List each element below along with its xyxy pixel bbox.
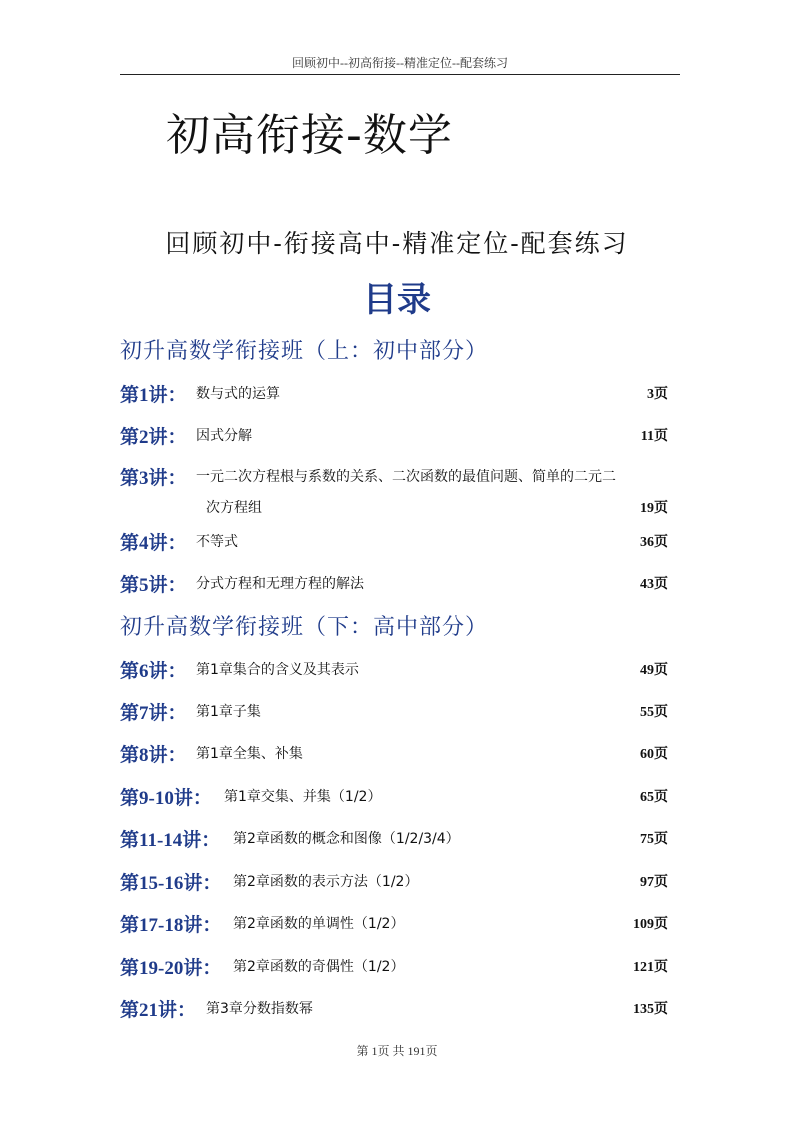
page-number: 11页 xyxy=(640,429,668,444)
lecture-number: 第7讲： xyxy=(120,703,187,724)
page-number: 36页 xyxy=(640,535,668,550)
toc-entry[interactable] xyxy=(120,910,680,940)
section-heading-senior: 初升高数学衔接班（下：高中部分） xyxy=(120,615,489,640)
toc-entry[interactable] xyxy=(120,570,680,600)
lecture-title: 第2章函数的概念和图像（1/2/3/4） xyxy=(233,831,460,847)
lecture-number: 第4讲： xyxy=(120,533,187,554)
lecture-title: 第2章函数的表示方法（1/2） xyxy=(233,874,419,890)
page-number: 55页 xyxy=(640,705,668,720)
subtitle: 回顾初中-衔接高中-精准定位-配套练习 xyxy=(165,229,629,258)
lecture-title: 分式方程和无理方程的解法 xyxy=(196,576,364,592)
lecture-title: 第2章函数的奇偶性（1/2） xyxy=(233,959,405,975)
lecture-number: 第9-10讲： xyxy=(120,788,212,809)
lecture-number: 第19-20讲： xyxy=(120,958,222,979)
lecture-title: 一元二次方程根与系数的关系、二次函数的最值问题、简单的二元二 xyxy=(196,469,616,485)
page-number: 49页 xyxy=(640,663,668,678)
page-number: 97页 xyxy=(640,875,668,890)
toc-title: 目录 xyxy=(363,280,431,320)
toc-entry[interactable] xyxy=(120,868,680,898)
page-number: 109页 xyxy=(633,917,668,932)
page-number: 60页 xyxy=(640,747,668,762)
page-number: 65页 xyxy=(640,790,668,805)
lecture-number: 第21讲： xyxy=(120,1000,197,1021)
lecture-number: 第11-14讲： xyxy=(120,830,221,851)
lecture-title: 第1章全集、补集 xyxy=(196,746,303,762)
lecture-title-continued: 次方程组 xyxy=(206,500,262,516)
lecture-number: 第3讲： xyxy=(120,468,187,489)
main-title: 初高衔接-数学 xyxy=(166,110,453,161)
toc-entry[interactable] xyxy=(120,656,680,686)
section-heading-junior: 初升高数学衔接班（上：初中部分） xyxy=(120,339,489,364)
lecture-title: 数与式的运算 xyxy=(196,386,280,402)
toc-entry[interactable] xyxy=(120,783,680,813)
toc-entry[interactable] xyxy=(120,995,680,1025)
page-number: 43页 xyxy=(640,577,668,592)
page-header: 回顾初中--初高衔接--精准定位--配套练习 xyxy=(292,56,508,70)
lecture-number: 第6讲： xyxy=(120,661,187,682)
lecture-title: 第2章函数的单调性（1/2） xyxy=(233,916,405,932)
lecture-number: 第8讲： xyxy=(120,745,187,766)
page-number: 75页 xyxy=(640,832,668,847)
lecture-number: 第2讲： xyxy=(120,427,187,448)
page-number: 121页 xyxy=(633,960,668,975)
toc-entry[interactable] xyxy=(120,463,680,523)
toc-entry[interactable] xyxy=(120,422,680,452)
toc-entry[interactable] xyxy=(120,528,680,558)
lecture-title: 第1章交集、并集（1/2） xyxy=(224,789,382,805)
lecture-title: 不等式 xyxy=(196,534,238,550)
page-footer: 第 1页 共 191页 xyxy=(356,1044,438,1058)
header-divider xyxy=(120,74,680,75)
page-number: 135页 xyxy=(633,1002,668,1017)
page-number: 3页 xyxy=(647,387,668,402)
lecture-title: 因式分解 xyxy=(196,428,252,444)
toc-entry[interactable] xyxy=(120,740,680,770)
lecture-number: 第17-18讲： xyxy=(120,915,222,936)
lecture-number: 第1讲： xyxy=(120,385,187,406)
toc-entry[interactable] xyxy=(120,698,680,728)
lecture-number: 第15-16讲： xyxy=(120,873,222,894)
lecture-title: 第1章集合的含义及其表示 xyxy=(196,662,359,678)
lecture-title: 第3章分数指数幂 xyxy=(206,1001,313,1017)
toc-entry[interactable] xyxy=(120,825,680,855)
toc-entry[interactable] xyxy=(120,380,680,410)
lecture-number: 第5讲： xyxy=(120,575,187,596)
lecture-title: 第1章子集 xyxy=(196,704,261,720)
page-number: 19页 xyxy=(640,501,668,516)
toc-entry[interactable] xyxy=(120,953,680,983)
